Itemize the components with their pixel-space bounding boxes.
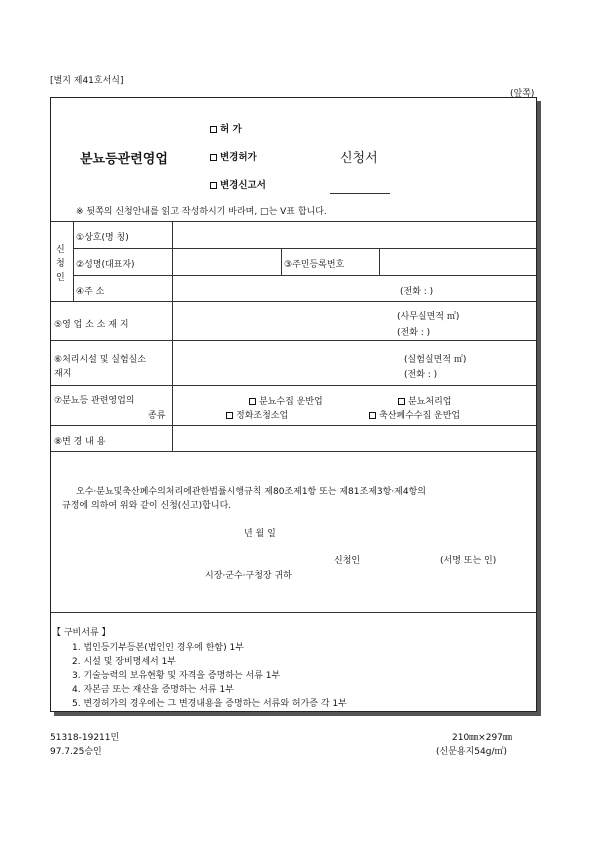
- page-side-label: (앞쪽): [510, 89, 535, 99]
- change-details-label: ⑧변 경 내 용: [54, 437, 106, 447]
- option-change-permit[interactable]: 변경허가: [210, 149, 257, 163]
- row-line: [51, 385, 536, 386]
- instruction-text: ※ 뒷쪽의 신청안내를 읽고 작성하시기 바라며, □는 V표 합니다.: [76, 207, 327, 217]
- form-code: 51318-19211민: [50, 733, 120, 743]
- checkbox-icon: [210, 182, 217, 189]
- checkbox-icon: [226, 412, 233, 419]
- company-name-label: ①상호(명 칭): [76, 233, 129, 243]
- office-location-label: ⑤영 업 소 소 재 지: [54, 320, 129, 330]
- application-date[interactable]: 년 월 일: [244, 529, 276, 539]
- paper-type: (신문용지54g/㎡): [436, 747, 507, 757]
- option-change-report[interactable]: 변경신고서: [210, 177, 266, 191]
- applicant-signature-label: 신청인: [334, 556, 361, 566]
- business-type-label-1: ⑦분뇨등 관련영업의: [54, 396, 135, 406]
- document-item: 2. 시설 및 장비명세서 1부: [72, 657, 177, 667]
- form-title: 분뇨등관련영업: [80, 152, 168, 167]
- resident-number-label: ③주민등록번호: [284, 260, 345, 270]
- recipient: 시장·군수·구청장 귀하: [205, 571, 292, 581]
- paper-size: 210㎜×297㎜: [452, 733, 512, 743]
- option-permit[interactable]: 허 가: [210, 121, 242, 135]
- col-line: [172, 221, 173, 451]
- row-line: [51, 221, 536, 222]
- document-item: 4. 자본금 또는 재산을 증명하는 서류 1부: [72, 685, 234, 695]
- type-option-livestock[interactable]: 축산폐수수집 운반업: [369, 408, 460, 421]
- type-option-treatment[interactable]: 분뇨처리업: [398, 394, 451, 407]
- col-line: [73, 221, 74, 301]
- form-shadow-right: [537, 101, 541, 716]
- applicant-label-2: 청: [56, 259, 65, 269]
- facility-location-label-1: ⑥처리시설 및 실험실소: [54, 355, 147, 365]
- representative-label: ②성명(대표자): [76, 260, 135, 270]
- applicant-label-1: 신: [56, 245, 65, 255]
- row-line: [51, 451, 536, 452]
- col-line: [379, 248, 380, 275]
- row-line: [73, 248, 536, 249]
- type-option-collection[interactable]: 분뇨수집 운반업: [249, 394, 323, 407]
- type-option-septic-cleaning[interactable]: 정화조청소업: [226, 408, 288, 421]
- checkbox-icon: [210, 154, 217, 161]
- title-underline: [330, 193, 390, 194]
- document-item: 5. 변경허가의 경우에는 그 변경내용을 증명하는 서류와 허가증 각 1부: [72, 699, 347, 709]
- required-documents-heading: 【 구비서류 】: [52, 628, 111, 638]
- address-phone[interactable]: (전화 : ): [400, 287, 434, 297]
- form-number: [별지 제41호서식]: [50, 76, 124, 86]
- signature-field[interactable]: (서명 또는 인): [440, 556, 497, 566]
- row-line: [73, 275, 536, 276]
- declaration-line-2: 규정에 의하여 위와 같이 신청(신고)합니다.: [62, 501, 232, 511]
- row-line: [51, 340, 536, 341]
- office-phone[interactable]: (전화 : ): [397, 328, 431, 338]
- checkbox-icon: [210, 126, 217, 133]
- document-item: 3. 기술능력의 보유현황 및 자격을 증명하는 서류 1부: [72, 671, 281, 681]
- facility-location-label-2: 재지: [54, 369, 72, 379]
- address-label: ④주 소: [76, 287, 105, 297]
- representative-field[interactable]: [174, 250, 279, 273]
- change-details-field[interactable]: [174, 427, 534, 449]
- row-line: [51, 425, 536, 426]
- facility-phone[interactable]: (전화 : ): [404, 370, 438, 380]
- col-line: [281, 248, 282, 275]
- resident-number-field[interactable]: [381, 250, 534, 273]
- declaration-line-1: 오수·분뇨및축산폐수의처리에관한법률시행규칙 제80조제1항 또는 제81조제3항·제4항의: [76, 487, 426, 497]
- checkbox-icon: [249, 398, 256, 405]
- document-item: 1. 법인등기부등본(법인인 경우에 한함) 1부: [72, 643, 244, 653]
- checkbox-icon: [369, 412, 376, 419]
- business-type-label-2: 종류: [148, 411, 166, 421]
- form-title-suffix: 신청서: [340, 151, 378, 166]
- applicant-label-3: 인: [56, 273, 65, 283]
- office-area[interactable]: (사무실면적 ㎡): [397, 312, 460, 322]
- form-shadow-bottom: [54, 712, 541, 716]
- facility-area[interactable]: (실험실면적 ㎡): [404, 355, 467, 365]
- approval-date: 97.7.25승인: [50, 747, 102, 757]
- checkbox-icon: [398, 398, 405, 405]
- company-name-field[interactable]: [174, 223, 534, 246]
- row-line: [51, 612, 536, 613]
- row-line: [51, 301, 536, 302]
